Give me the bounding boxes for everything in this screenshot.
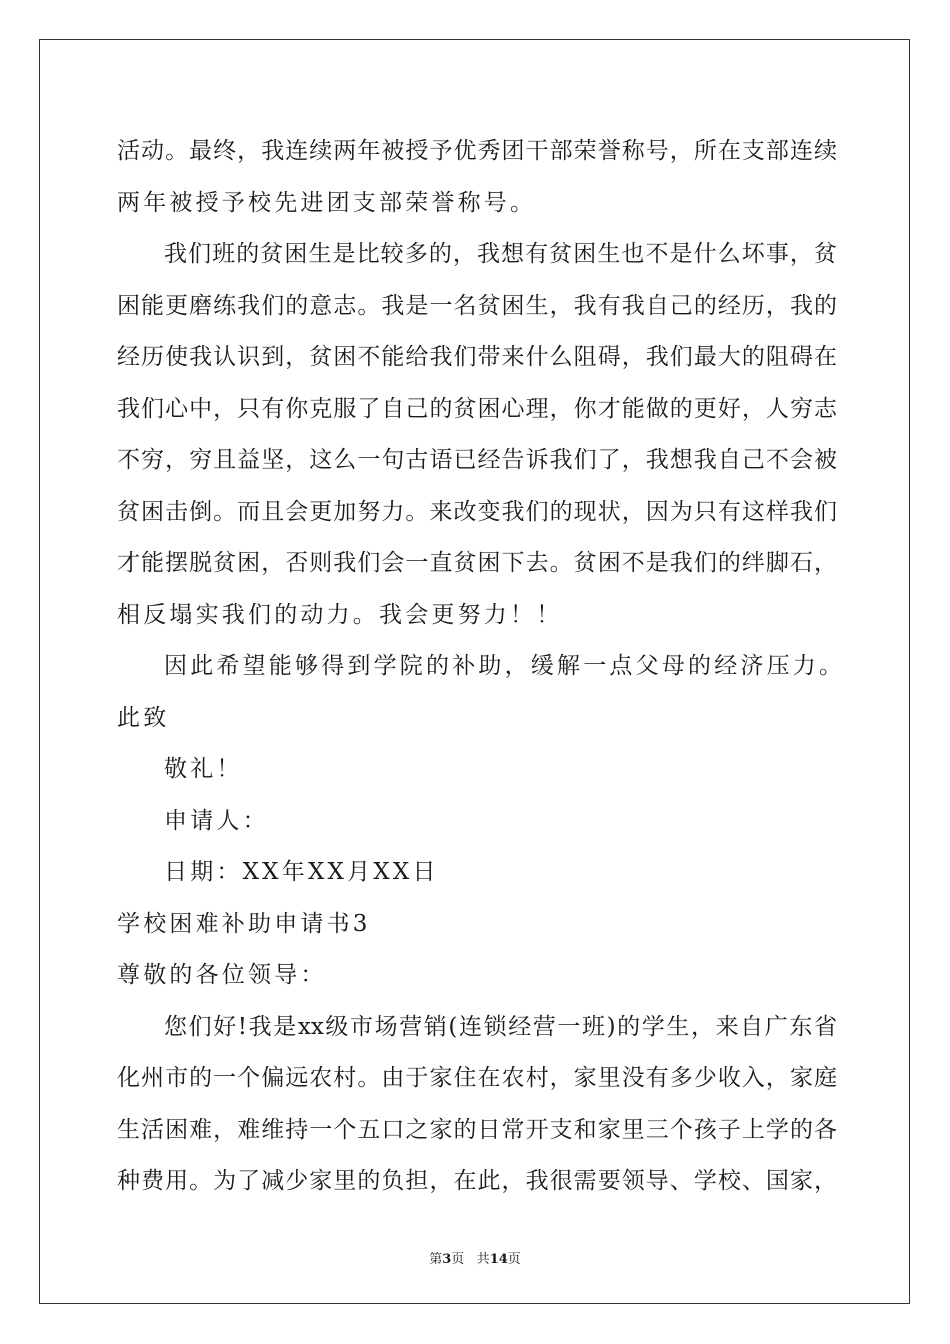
paragraph-first-line: 我们班的贫困生是比较多的，我想有贫困生也不是什么坏事，贫	[164, 241, 837, 267]
text-line: 困能更磨练我们的意志。我是一名贫困生，我有我自己的经历，我的	[117, 292, 837, 319]
footer-page-prefix: 第	[429, 1252, 443, 1267]
text-line: 我们心中，只有你克服了自己的贫困心理，你才能做的更好，人穷志	[117, 395, 837, 422]
text-line: 相反塌实我们的动力。我会更努力！！	[117, 601, 563, 628]
text-line: 活动。最终，我连续两年被授予优秀团干部荣誉称号，所在支部连续	[117, 138, 837, 164]
closing-phrase: 此致	[117, 704, 170, 731]
text-line: 才能摆脱贫困，否则我们会一直贫困下去。贫困不是我们的绊脚石，	[117, 550, 837, 576]
date-line: 日期：XX年XX月XX日	[164, 859, 439, 885]
text-line: 生活困难，难维持一个五口之家的日常开支和家里三个孩子上学的各	[117, 1116, 837, 1143]
paragraph-first-line: 因此希望能够得到学院的补助，缓解一点父母的经济压力。	[164, 653, 846, 679]
document-body	[117, 126, 846, 1208]
text-line: 化州市的一个偏远农村。由于家住在农村，家里没有多少收入，家庭	[117, 1065, 837, 1091]
greeting: 尊敬的各位领导：	[117, 962, 327, 988]
text-line: 贫困击倒。而且会更加努力。来改变我们的现状，因为只有这样我们	[117, 498, 837, 525]
text-line: 两年被授予校先进团支部荣誉称号。	[117, 189, 537, 216]
page-footer	[0, 1248, 950, 1267]
applicant-label: 申请人：	[164, 807, 269, 834]
text-line: 经历使我认识到，贫困不能给我们带来什么阻碍，我们最大的阻碍在	[117, 344, 837, 370]
footer-total-suffix: 页	[507, 1252, 521, 1267]
paragraph-first-line: 您们好!我是xx级市场营销(连锁经营一班)的学生，来自广东省	[164, 1013, 837, 1040]
salutation: 敬礼！	[164, 756, 243, 782]
footer-total-prefix: 共	[476, 1252, 490, 1267]
text-line: 种费用。为了减少家里的负担，在此，我很需要领导、学校、国家，	[117, 1168, 837, 1194]
footer-page-suffix: 页	[451, 1252, 465, 1267]
footer-page-number: 3	[442, 1252, 452, 1267]
section-title: 学校困难补助申请书3	[117, 910, 371, 937]
footer-total-pages: 14	[489, 1252, 508, 1267]
text-line: 不穷，穷且益坚，这么一句古语已经告诉我们了，我想我自己不会被	[117, 447, 837, 473]
